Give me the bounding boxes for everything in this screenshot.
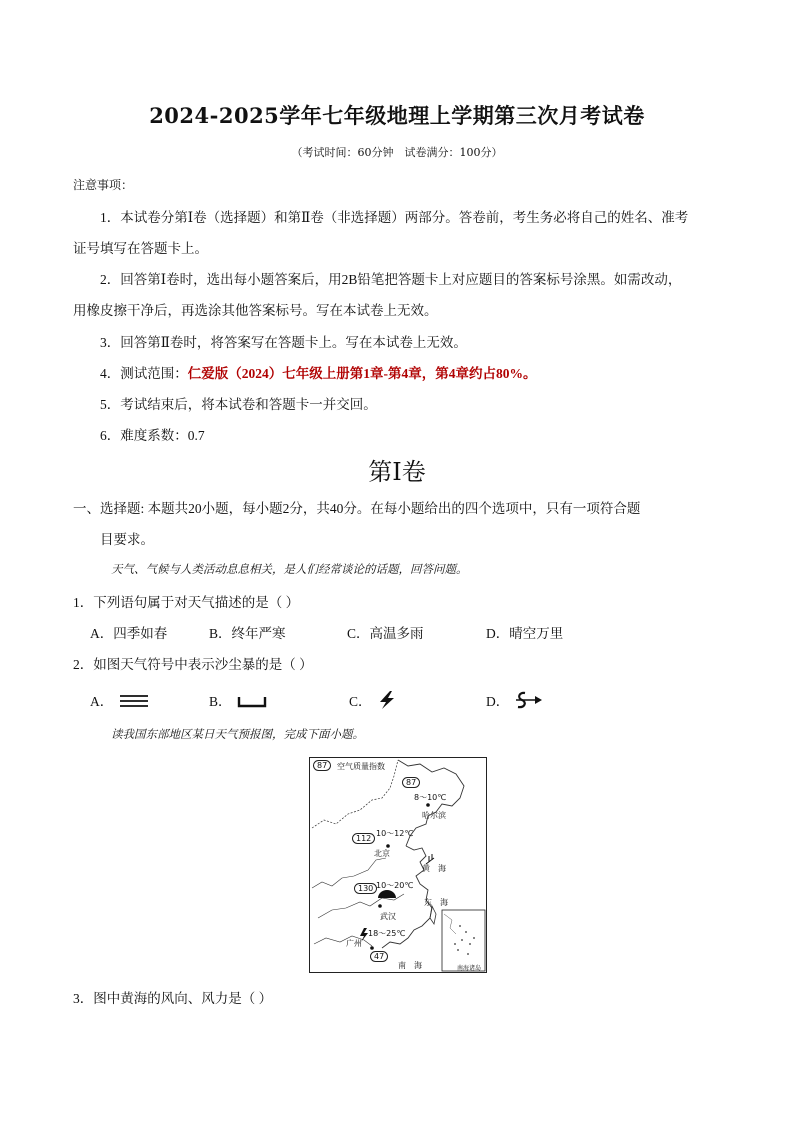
page-title: 2024-2025学年七年级地理上学期第三次月考试卷 <box>149 103 645 128</box>
note-4 <box>100 362 537 382</box>
note-6: 6．难度系数：0.7 <box>100 428 205 443</box>
option-d-label: D． <box>486 694 510 709</box>
question-1-option-b[interactable]: B．终年严寒 <box>209 626 286 641</box>
note-1-line-1: 1．本试卷分第Ⅰ卷（选择题）和第Ⅱ卷（非选择题）两部分。答卷前，考生务必将自己的姓名、准考 <box>100 210 689 225</box>
weather-forecast-map <box>309 757 487 973</box>
question-2-option-b[interactable] <box>209 690 269 710</box>
note-1-line-2: 证号填写在答题卡上。 <box>73 241 208 256</box>
harbin-label: 哈尔滨 <box>422 811 446 820</box>
section-instruction-line-1: 一、选择题: 本题共20小题，每小题2分，共40分。在每小题给出的四个选项中，只有一项符合题 <box>73 501 641 516</box>
note-2-line-1: 2．回答第Ⅰ卷时，选出每小题答案后，用2B铅笔把答题卡上对应题目的答案标号涂黑。如需改动， <box>100 272 682 287</box>
guangzhou-aqi: 47 <box>370 951 388 962</box>
wuhan-label: 武汉 <box>380 912 396 921</box>
lightning-weather-icon <box>375 690 399 710</box>
south-sea-label: 南 海 <box>398 961 422 970</box>
question-2-option-d[interactable] <box>486 690 543 710</box>
question-1-stem: 1．下列语句属于对天气描述的是（ ） <box>73 595 300 610</box>
wuhan-aqi: 130 <box>354 883 377 894</box>
option-a-label: A． <box>90 694 114 709</box>
note-2-line-2: 用橡皮擦干净后，再选涂其他答案标号。写在本试卷上无效。 <box>73 303 438 318</box>
harbin-aqi: 87 <box>402 777 420 788</box>
option-c-label: C． <box>349 694 372 709</box>
note-5: 5．考试结束后，将本试卷和答题卡一并交回。 <box>100 397 377 412</box>
beijing-label: 北京 <box>374 849 390 858</box>
notes-heading: 注意事项： <box>73 178 134 192</box>
question-3-stem: 3．图中黄海的风向、风力是（ ） <box>73 991 273 1006</box>
question-1-option-d[interactable]: D．晴空万里 <box>486 626 564 641</box>
question-2-option-a[interactable] <box>90 690 151 710</box>
question-2-option-c[interactable] <box>349 690 399 710</box>
beijing-temperature: 10～12℃ <box>376 829 414 838</box>
exam-info: （考试时间：60分钟 试卷满分：100分） <box>291 146 503 159</box>
note-3: 3．回答第Ⅱ卷时，将答案写在答题卡上。写在本试卷上无效。 <box>100 335 467 350</box>
south-china-sea-islands-label: 南海诸岛 <box>457 965 482 972</box>
section-instruction-line-2: 目要求。 <box>100 532 154 547</box>
map-outline <box>310 758 486 972</box>
yellow-sea-label: 黄 海 <box>422 864 446 873</box>
legend-aqi-badge: 87 <box>313 760 331 771</box>
group-intro-2: 读我国东部地区某日天气预报图，完成下面小题。 <box>111 727 364 741</box>
note-4-prefix: 4．测试范围： <box>100 366 188 381</box>
question-1-option-a[interactable]: A．四季如春 <box>90 626 168 641</box>
legend-aqi-label: 空气质量指数 <box>337 762 385 771</box>
snow-cover-weather-icon <box>235 693 269 709</box>
guangzhou-temperature: 18～25℃ <box>368 929 406 938</box>
beijing-aqi: 112 <box>352 833 375 844</box>
option-b-label: B． <box>209 694 232 709</box>
question-1-option-c[interactable]: C．高温多雨 <box>347 626 424 641</box>
wuhan-temperature: 10～20℃ <box>376 881 414 890</box>
guangzhou-label: 广州 <box>346 939 362 948</box>
question-2-stem: 2．如图天气符号中表示沙尘暴的是（ ） <box>73 657 313 672</box>
east-sea-label: 东 海 <box>424 898 448 907</box>
group-intro-1: 天气、气候与人类活动息息相关，是人们经常谈论的话题，回答问题。 <box>111 562 468 576</box>
sandstorm-weather-icon <box>513 690 543 710</box>
test-range: 仁爱版（2024）七年级上册第1章-第4章，第4章约占80%。 <box>187 366 537 381</box>
fog-weather-icon <box>117 693 151 709</box>
section-title: 第Ⅰ卷 <box>368 458 426 486</box>
harbin-temperature: 8～10℃ <box>414 793 447 802</box>
